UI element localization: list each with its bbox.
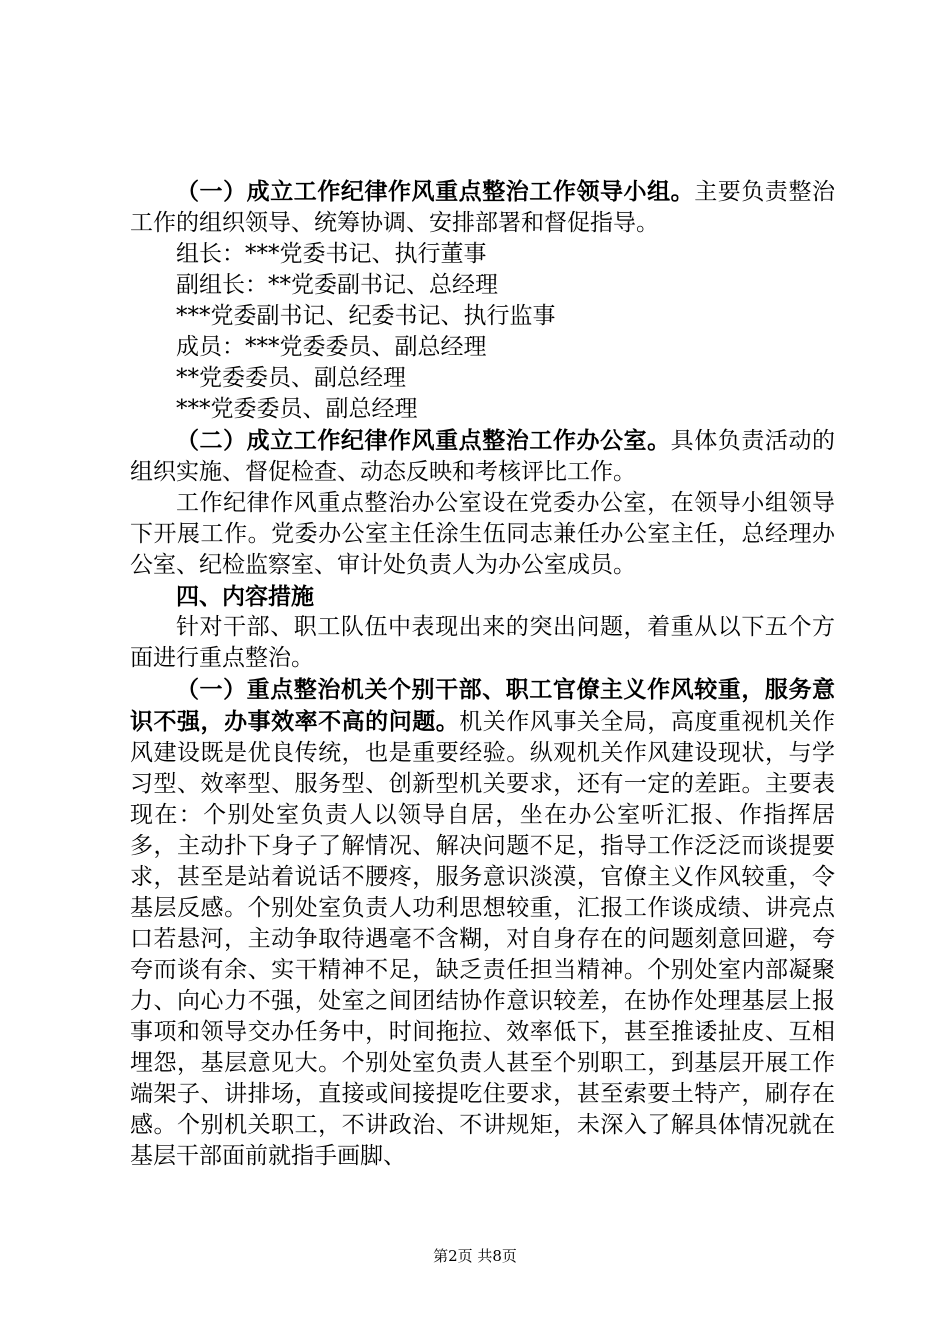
member-line: 副组长：**党委副书记、总经理 (176, 272, 498, 298)
member-line: **党委委员、副总经理 (176, 365, 406, 391)
section2-desc: 具体负责活动的组织实施、督促检查、动态反映和考核评比工作。 (130, 428, 836, 485)
member-line: 成员：***党委委员、副总经理 (176, 334, 487, 360)
section4-item1-body: 机关作风事关全局，高度重视机关作风建设既是优良传统，也是重要经验。纵观机关作风建设现状，与学习型、效率型、服务型、创新型机关要求，还有一定的差距。主要表现在：个别处室负责人以领导自居，坐在办公室听汇报、作指挥居多，主动扑下身子了解情况、解决问题不足，指导工作泛泛而谈提要求，甚至是站着说话不腰疼，服务意识淡漠，官僚主义作风较重，令基层反感。个别处室负责人功利思想较重，汇报工作谈成绩、讲亮点口若悬河，主动争取待遇毫不含糊，对自身存在的问题刻意回避，夸夸而谈有余、实干精神不足，缺乏责任担当精神。个别处室内部凝聚力、向心力不强，处室之间团结协作意识较差，在协作处理基层上报事项和领导交办任务中，时间拖拉、效率低下，甚至推诿扯皮、互相埋怨，基层意见大。个别处室负责人甚至个别职工，到基层开展工作端架子、讲排场，直接或间接提吃住要求，甚至索要土特产，刷存在感。个别机关职工，不讲政治、不讲规矩，未深入了解具体情况就在基层干部面前就指手画脚、 (130, 709, 836, 1169)
member-line: 组长：***党委书记、执行董事 (176, 241, 487, 267)
page-number-footer: 第2页 共8页 (433, 1247, 517, 1265)
section2-title: （二）成立工作纪律作风重点整治工作办公室。 (176, 427, 671, 454)
document-body (130, 176, 835, 1172)
section4-item1-paragraph (130, 674, 835, 1172)
section2-office-paragraph: 工作纪律作风重点整治办公室设在党委办公室，在领导小组领导下开展工作。党委办公室主任涂生伍同志兼任办公室主任，总经理办公室、纪检监察室、审计处负责人为办公室成员。 (130, 490, 835, 578)
member-line: ***党委委员、副总经理 (176, 396, 418, 422)
section4-intro: 针对干部、职工队伍中表现出来的突出问题，着重从以下五个方面进行重点整治。 (130, 614, 835, 671)
section2-paragraph (130, 425, 835, 488)
section1-desc: 主要负责整治工作的组织领导、统筹协调、安排部署和督促指导。 (130, 179, 836, 236)
section1-title: （一）成立工作纪律作风重点整治工作领导小组。 (176, 178, 695, 205)
member-line: ***党委副书记、纪委书记、执行监事 (176, 303, 556, 329)
section4-heading: 四、内容措施 (176, 583, 314, 610)
section1-paragraph (130, 176, 835, 239)
section4-item1-title: （一）重点整治机关个别干部、职工官僚主义作风较重，服务意识不强，办事效率不高的问题。 (130, 676, 835, 735)
